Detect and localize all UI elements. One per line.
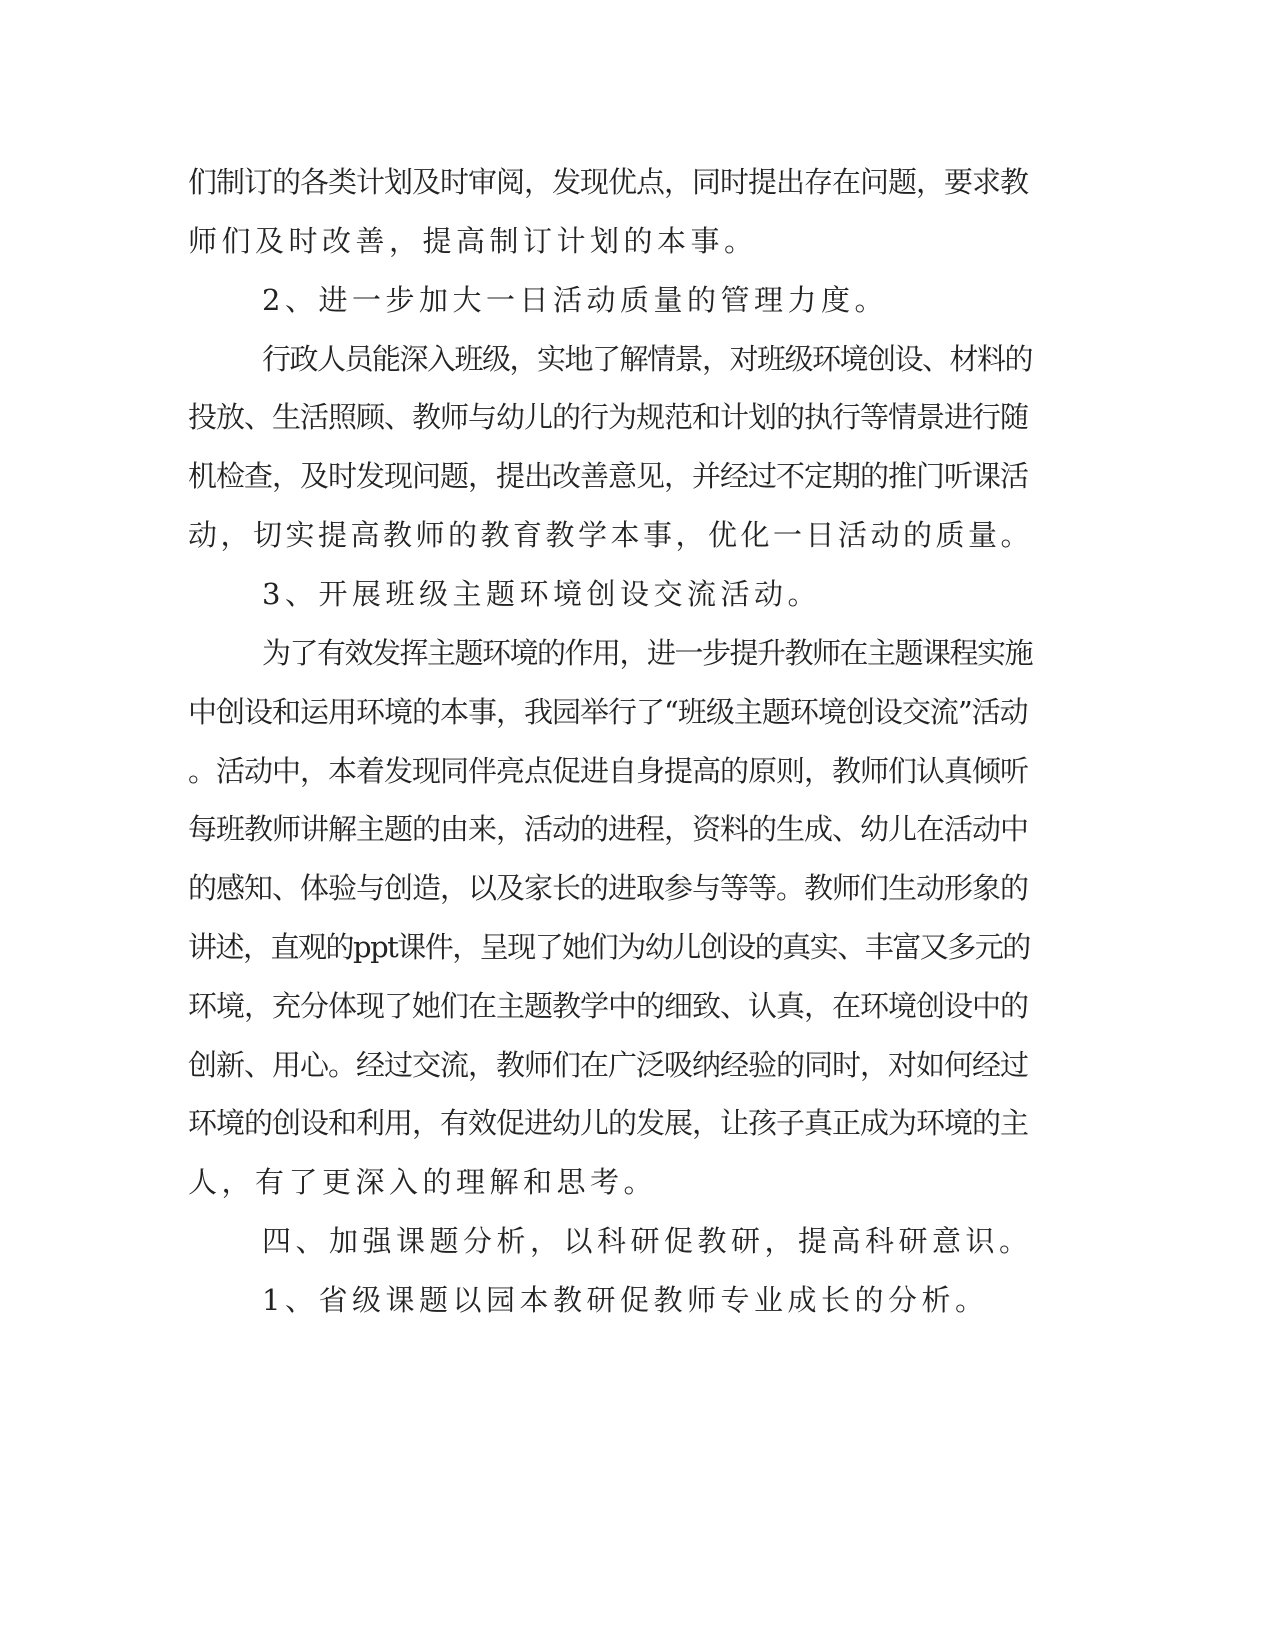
text-line: 中创设和运用环境的本事，我园举行了“班级主题环境创设交流”活动 (188, 695, 1028, 729)
text-line: 1、省级课题以园本教研促教师专业成长的分析。 (262, 1283, 989, 1317)
text-line: 讲述，直观的ppt课件，呈现了她们为幼儿创设的真实、丰富又多元的 (188, 930, 1030, 964)
text-line: 每班教师讲解主题的由来，活动的进程，资料的生成、幼儿在活动中 (188, 812, 1029, 846)
text-line: 2、进一步加大一日活动质量的管理力度。 (262, 283, 888, 317)
text-line: 为了有效发挥主题环境的作用，进一步提升教师在主题课程实施 (262, 636, 1033, 670)
text-line: 行政人员能深入班级，实地了解情景，对班级环境创设、材料的 (262, 342, 1033, 376)
text-line: 四、加强课题分析，以科研促教研，提高科研意识。 (262, 1224, 1033, 1258)
text-line: 环境，充分体现了她们在主题教学中的细致、认真，在环境创设中的 (188, 989, 1029, 1023)
text-line: 机检查，及时发现问题，提出改善意见，并经过不定期的推门听课活 (188, 459, 1029, 493)
text-line: 3、开展班级主题环境创设交流活动。 (262, 577, 821, 611)
text-line: 师们及时改善，提高制订计划的本事。 (188, 224, 758, 258)
text-line: 创新、用心。经过交流，教师们在广泛吸纳经验的同时，对如何经过 (188, 1048, 1029, 1082)
text-line: 们制订的各类计划及时审阅，发现优点，同时提出存在问题，要求教 (188, 165, 1029, 199)
text-line: 。活动中，本着发现同伴亮点促进自身提高的原则，教师们认真倾听 (188, 754, 1029, 788)
text-line: 的感知、体验与创造，以及家长的进取参与等等。教师们生动形象的 (188, 871, 1029, 905)
text-line: 人，有了更深入的理解和思考。 (188, 1165, 658, 1199)
text-line: 环境的创设和利用，有效促进幼儿的发展，让孩子真正成为环境的主 (188, 1106, 1029, 1140)
text-line: 动，切实提高教师的教育教学本事，优化一日活动的质量。 (188, 518, 1034, 552)
text-line: 投放、生活照顾、教师与幼儿的行为规范和计划的执行等情景进行随 (188, 400, 1029, 434)
